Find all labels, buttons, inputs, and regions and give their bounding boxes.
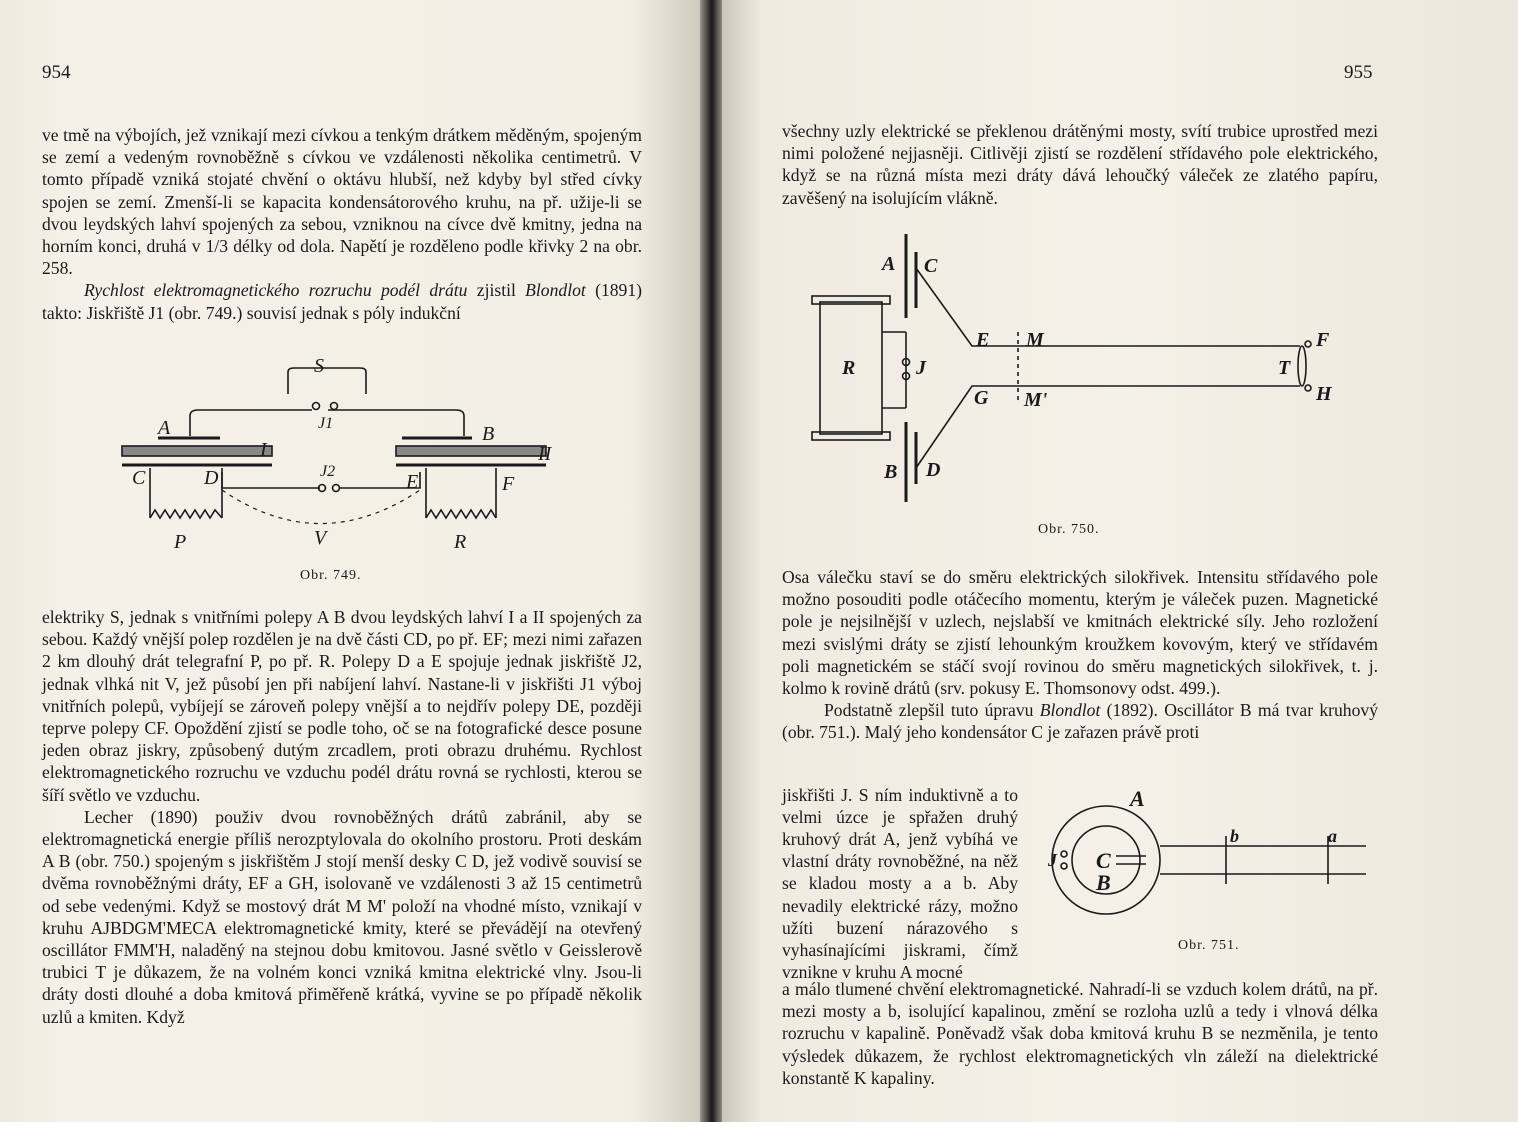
author-name: Blondlot xyxy=(525,280,586,301)
label-D: D xyxy=(204,467,219,489)
label-F: F xyxy=(1316,329,1330,351)
label-S: S xyxy=(314,355,324,377)
label-E: E xyxy=(406,471,419,493)
left-text-bottom xyxy=(42,606,642,1028)
label-C: C xyxy=(1096,848,1111,873)
figure-750 xyxy=(802,222,1342,512)
label-C: C xyxy=(924,255,938,277)
label-B: B xyxy=(482,423,495,445)
text-run: (1892). Oscillátor B má tvar kruhový (obr. 751.). Malý jeho kondensátor C je zařazen právě proti xyxy=(782,700,1378,743)
label-H: H xyxy=(1316,383,1332,405)
label-J1: J1 xyxy=(318,415,334,432)
label-B: B xyxy=(884,461,898,483)
italic-phrase: Rychlost elektromagnetického rozruchu podél drátu xyxy=(84,280,468,301)
label-D: D xyxy=(926,459,941,481)
label-I: I xyxy=(260,439,267,461)
paragraph: všechny uzly elektrické se překlenou drátěnými mosty, svítí trubice uprostřed mezi nimi položené nejjasněji. Citlivěji zjistí se rozdělení střídavého pole elektrického, když se na různá místa mezi dráty dává lehoučký váleček ze zlatého papíru, zavěšený na isolujícím vlákně. xyxy=(782,121,1378,208)
left-page xyxy=(0,0,700,1122)
label-R: R xyxy=(842,357,856,379)
right-text-top xyxy=(782,120,1378,209)
right-page xyxy=(722,0,1518,1122)
label-J2: J2 xyxy=(320,463,336,480)
label-M-prime: M' xyxy=(1024,389,1048,411)
paragraph: Lecher (1890) použiv dvou rovnoběžných drátů zabránil, aby se elektromagnetická energie příliš nerozptylovala do okolního prostoru. Proti deskám A B (obr. 750.) spojeným s jiskřištěm J stojí menší desky C D, jež vodivě souvisí se dvěma rovnoběžnými dráty, EF a GH, isolovaně ve vzdálenosti 3 až 15 centimetrů od sebe vedenými. Když se mostový drát M M' položí na vhodné místo, vznikají v kruhu AJBDGM'MECA elektromagnetické kmity, které se převádějí na otevřený oscillátor FMM'H, naladěný na stejnou dobu kmitovou. Jasné světlo v Geisslerově trubici T je důkazem, že na volném konci vzniká kmitna elektrické vlny. Jsou-li dráty dosti dlouhé a doba kmitová přiměřeně krátká, vyvine se po případě několik uzlů a kmiten. Když xyxy=(42,806,642,1027)
caption-750: Obr. 750. xyxy=(1038,522,1100,537)
paragraph xyxy=(782,699,1378,743)
paragraph: jiskřišti J. S ním induktivně a to velmi úzce je spřažen druhý kruhový drát A, jenž vybíhá ve vlastní dráty rovnoběžné, na něž se kladou mosty a a b. Aby nevadily elektrické rázy, možno užíti buzení nárazového s vyhasínajícími jiskrami, čímž vznikne v kruhu A mocné xyxy=(782,784,1018,983)
label-C: C xyxy=(132,467,146,489)
text-run: Podstatně zlepšil tuto úpravu xyxy=(824,700,1040,721)
book-gutter xyxy=(700,0,722,1122)
page-number-right: 955 xyxy=(1344,62,1373,83)
label-V: V xyxy=(314,527,327,549)
label-P: P xyxy=(174,531,187,552)
paragraph: a málo tlumené chvění elektromagnetické. Nahradí-li se vzduch kolem drátů, na př. mezi mosty a b, isolující kapalinou, změní se rozloha uzlů a tedy i vlnová délka rozruchu v kapalině. Poněvadž však doba kmitová kruhu B se nezměnila, je tento výsledek důkazem, že rychlost elektromagnetických vln záleží na dielektrické konstantě K kapaliny. xyxy=(782,979,1378,1088)
label-A: A xyxy=(1130,786,1145,811)
label-M: M xyxy=(1026,329,1044,351)
right-text-wrapped xyxy=(782,766,1018,1001)
author-name: Blondlot xyxy=(1039,700,1101,721)
left-text-top xyxy=(42,124,642,324)
label-E: E xyxy=(976,329,990,351)
label-A: A xyxy=(158,417,171,439)
right-text-middle xyxy=(782,566,1378,744)
label-T: T xyxy=(1278,357,1291,379)
label-F: F xyxy=(502,473,515,495)
label-G: G xyxy=(974,387,989,409)
figure-749 xyxy=(110,352,570,552)
label-J: J xyxy=(916,357,926,379)
label-b: b xyxy=(1230,826,1239,846)
page-number-left: 954 xyxy=(42,62,71,83)
paragraph: Osa válečku staví se do směru elektrických silokřivek. Intensitu střídavého pole možno posouditi podle otáčecího momentu, kterým je váleček puzen. Magnetické pole je nejsilnější v uzlech, nejslabší ve kmitnách elektrické síly. Jeho rozložení mezi svislými dráty se zjistí lehounkým kroužkem kovovým, který ve střídavém poli magnetickém se stáčí svojí rovinou do směru magnetických silokřivek, t. j. kolmo k rovině drátů (srv. pokusy E. Thomsonovy odst. 499.). xyxy=(782,567,1378,699)
caption-751: Obr. 751. xyxy=(1178,938,1240,953)
label-a: a xyxy=(1328,826,1337,846)
caption-749: Obr. 749. xyxy=(300,568,362,583)
text-run: (1891) takto: Jiskřiště J1 (obr. 749.) souvisí jednak s póly indukční xyxy=(42,280,642,323)
paragraph: ve tmě na výbojích, jež vznikají mezi cívkou a tenkým drátkem měděným, spojeným se zemí a vedeným rovnoběžně s cívkou ve vzdálenosti několika centimetrů. V tomto případě vzniká stojaté chvění o oktávu hlubší, než kdyby byl střed cívky spojen se zemí. Zmenší-li se kapacita kondensátorového kruhu, na př. užije-li se dvou leydských lahví spojených za sebou, vzniknou na cívce dvě kmitny, jedna na horním konci, druhá v 1/3 délky od dola. Napětí je rozděleno podle křivky 2 na obr. 258. xyxy=(42,125,642,279)
label-B: B xyxy=(1096,870,1111,895)
text-run: zjistil xyxy=(467,280,526,301)
label-R: R xyxy=(454,531,467,552)
right-text-bottom xyxy=(782,978,1378,1089)
label-J: J xyxy=(1048,850,1057,870)
label-A: A xyxy=(882,253,896,275)
paragraph: elektriky S, jednak s vnitřními polepy A B dvou leydských lahví I a II spojených za sebou. Každý vnější polep rozdělen je na dvě části CD, po př. EF; mezi nimi zařazen 2 km dlouhý drát telegrafní P, po př. R. Polepy D a E spojuje jednak jiskřiště J2, jednak vlhká nit V, jež působí jen při nabíjení lahví. Nastane-li v jiskřišti J1 výboj vnitřních polepů, vybíjejí se zároveň polepy vnější a to nejdřív polepy DE, později teprve polepy CF. Opoždění zjistí se podle toho, oč se na fotografické desce posune jeden obraz jiskry, způsobený dutým zrcadlem, proti obrazu druhému. Rychlost elektromagnetického rozruchu ve vzduchu podél drátu rovná se rychlosti, kterou se šíří světlo ve vzduchu. xyxy=(42,607,642,805)
figure-751 xyxy=(1042,780,1382,930)
paragraph xyxy=(42,279,642,323)
label-II: II xyxy=(538,443,552,465)
